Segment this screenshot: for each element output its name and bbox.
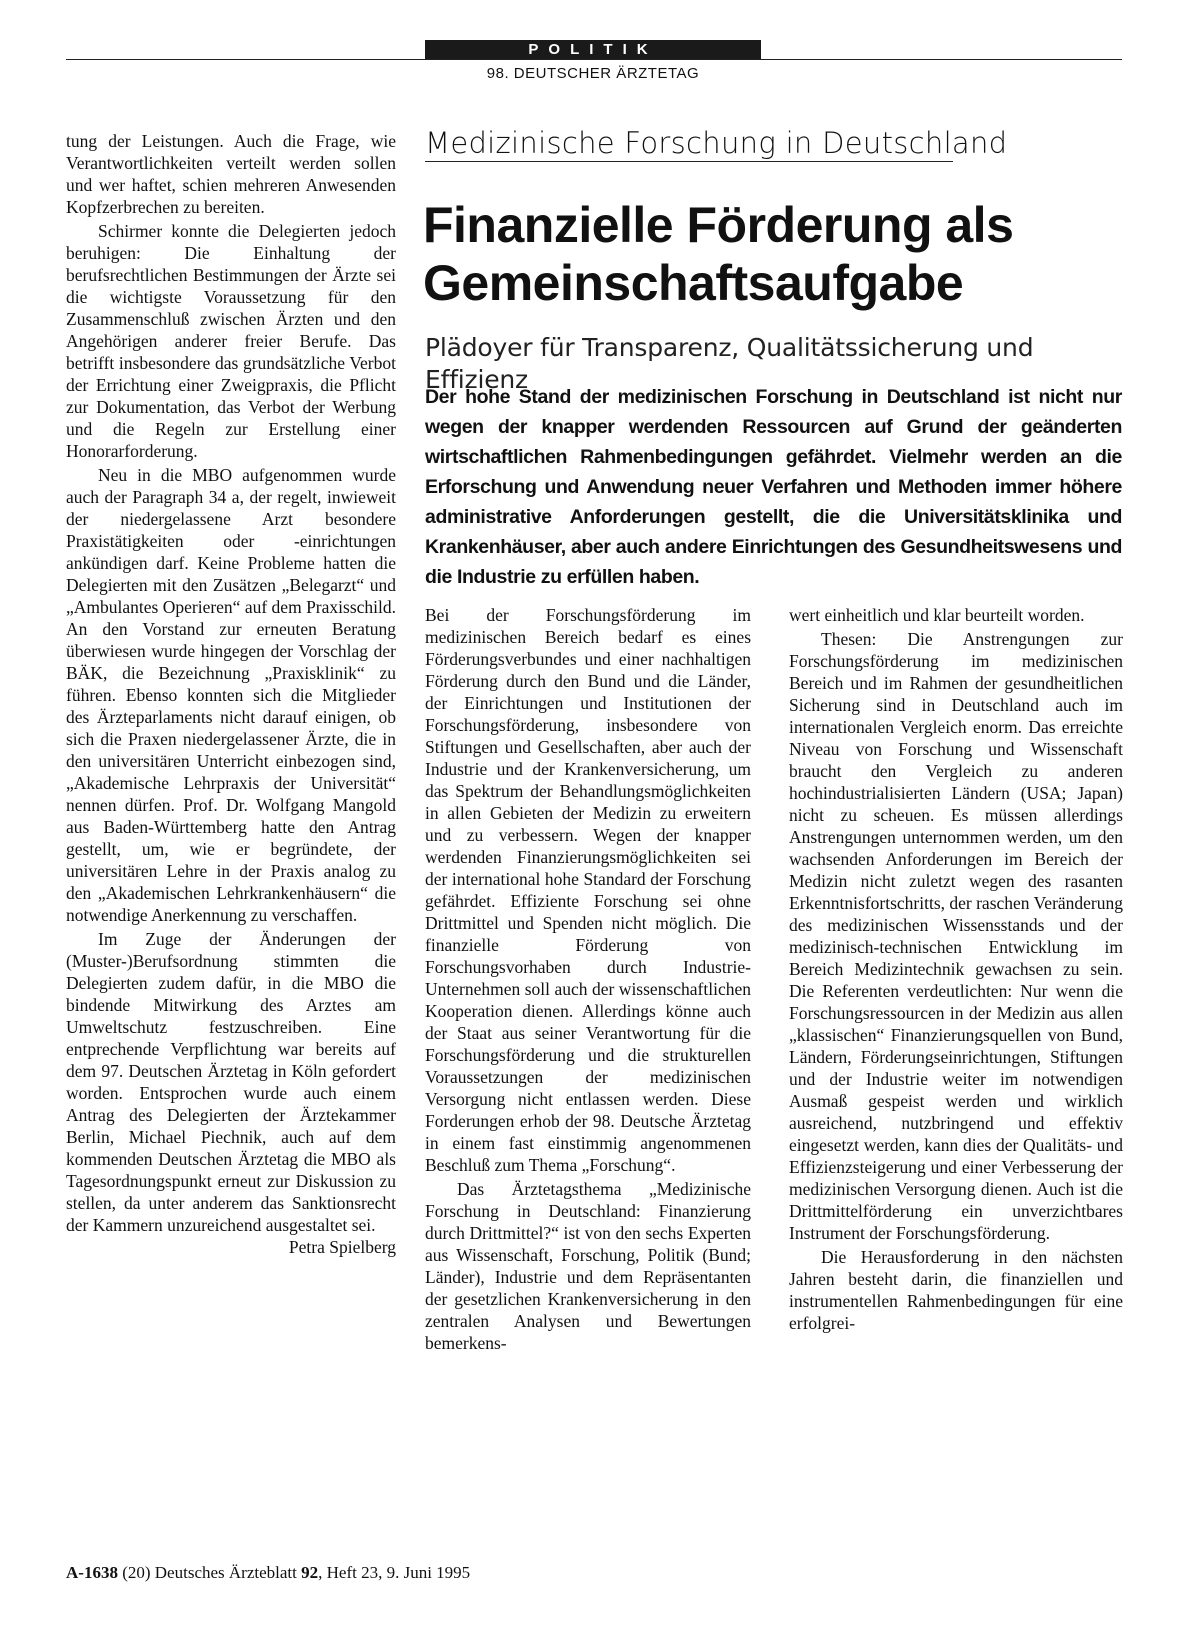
column-1 <box>66 130 396 1258</box>
journal-volume: 92 <box>301 1563 319 1582</box>
paragraph: Neu in die MBO aufgenommen wurde auch der Paragraph 34 a, der regelt, inwieweit der niedergelassene Arzt besondere Praxistätigkeiten oder -einrichtungen ankündigen darf. Keine Probleme hatten die Delegierten mit den Zusätzen „Belegarzt“ und „Ambulantes Operieren“ auf dem Praxisschild. An den Vorstand zur erneuten Beratung überwiesen wurde hingegen der Vorschlag der BÄK, die Bezeichnung „Praxisklinik“ zu führen. Ebenso konnten sich die Mitglieder des Ärzteparlaments nicht darauf einigen, ob sich die Praxen niedergelassener Ärzte, die in den universitären Unterricht einbezogen sind, „Akademische Lehrpraxis der Universität“ nennen dürfen. Prof. Dr. Wolfgang Mangold aus Baden-Württemberg hatte den Antrag gestellt, um, wie er begründete, der universitären Lehre in der Praxis analog zu den „Akademischen Lehrkrankenhäusern“ die notwendige Anerkennung zu verschaffen. <box>66 465 396 925</box>
paragraph: Thesen: Die Anstrengungen zur Forschungsförderung im medizinischen Bereich und im Rahmen der gesundheitlichen Sicherung sind in Deutschland auch im internationalen Vergleich enorm. Das erreichte Niveau von Forschung und Wissenschaft braucht den Vergleich zu anderen hochindustrialisierten Ländern (USA; Japan) nicht zu scheuen. Es müssen allerdings Anstrengungen unternommen werden, um den wachsenden Anforderungen im Bereich der Medizin nicht zuletzt wegen des rasanten Erkenntnisfortschritts, der raschen Veränderung des medizinischen Wissensstands und der medizinisch-technischen Entwicklung im Bereich Medizintechnik gewachsen zu sein. Die Referenten verdeutlichten: Nur wenn die Forschungsressourcen in der Medizin aus allen „klassischen“ Finanzierungsquellen von Bund, Ländern, Förderungseinrichtungen, Stiftungen und der Industrie weiter im notwendigen Ausmaß gespeist werden und wirklich ausreichend, nutzbringend und effektiv eingesetzt werden, kann dies der Qualitäts- und Effizienzsteigerung und einer Verbesserung der medizinischen Versorgung dienen. Auch ist die Drittmittelförderung ein unverzichtbares Instrument der Forschungsförderung. <box>789 629 1124 1243</box>
subsection-label: 98. DEUTSCHER ÄRZTETAG <box>486 65 700 82</box>
article-headline <box>423 196 1123 312</box>
page-footer <box>66 1563 766 1583</box>
article-subtitle: Plädoyer für Transparenz, Qualitätssicherung und Effizienz <box>425 333 1034 394</box>
header-rule <box>66 59 1122 60</box>
column-3 <box>789 604 1123 1334</box>
journal-name: Deutsches Ärzteblatt <box>154 1563 297 1582</box>
kicker-underline <box>425 161 953 162</box>
paragraph: Bei der Forschungsförderung im medizinischen Bereich bedarf es eines Förderungsverbundes und einer nachhaltigen Förderung durch den Bund und die Länder, der Einrichtungen und Institutionen der Forschungsförderung, insbesondere von Stiftungen und Gesellschaften, aber auch der Industrie und der Krankenversicherung, um das Spektrum der Behandlungsmöglichkeiten in allen Gebieten der Medizin zu erweitern und zu verbessern. Wegen der knapper werdenden Finanzierungsmöglichkeiten sei der international hohe Standard der Forschung gefährdet. Effiziente Forschung sei ohne Drittmittel und Spenden nicht möglich. Die finanzielle Förderung von Forschungsvorhaben durch Industrie-Unternehmen soll auch der wissenschaftlichen Kooperation dienen. Allerdings könne auch der Staat aus seiner Verantwortung für die Forschungsförderung und die strukturellen Voraussetzungen der medizinischen Versorgung nicht entlassen werden. Diese Forderungen erhob der 98. Deutsche Ärztetag in einem fast einstimmig angenommenen Beschluß zum Thema „Forschung“. <box>425 605 751 1175</box>
headline-line-2: Gemeinschaftsaufgabe <box>423 255 964 311</box>
paragraph: Schirmer konnte die Delegierten jedoch beruhigen: Die Einhaltung der berufsrechtlichen Bestimmungen der Ärzte sei die wichtigste Voraussetzung für den Zusammenschluß zwischen Ärzten und den Angehörigen anderer freier Berufe. Das betrifft insbesondere das grundsätzliche Verbot der Errichtung einer Zweigpraxis, die Pflicht zur Dokumentation, das Verbot der Werbung und die Regeln zur Erstellung einer Honorarforderung. <box>66 221 396 461</box>
section-label: POLITIK <box>528 41 658 58</box>
headline-line-1: Finanzielle Förderung als <box>423 197 1014 253</box>
issue-info: , Heft 23, 9. Juni 1995 <box>318 1563 471 1582</box>
local-page-number: (20) <box>122 1563 151 1582</box>
page-number: A-1638 <box>66 1563 118 1582</box>
column-2 <box>425 604 751 1354</box>
paragraph-text: Im Zuge der Änderungen der (Muster-)Berufsordnung stimmten die Delegierten zudem dafür, in die MBO die bindende Mitwirkung des Arztes am Umweltschutz festzuschreiben. Eine entprechende Verpflichtung war bereits auf dem 97. Deutschen Ärztetag in Köln gefordert worden. Entsprochen wurde auch einem Antrag des Delegierten der Ärztekammer Berlin, Michael Piechnik, auch auf dem kommenden Deutschen Ärztetag die MBO als Tagesordnungspunkt erneut zur Diskussion zu stellen, da unter anderem das Sanktionsrecht der Kammern unzureichend ausgestaltet sei. <box>66 929 396 1235</box>
article-lead: Der hohe Stand der medizinischen Forschung in Deutschland ist nicht nur wegen der knapper werdenden Ressourcen auf Grund der geänderten wirtschaftlichen Rahmenbedingungen gefährdet. Vielmehr werden an die Erforschung und Anwendung neuer Verfahren und Methoden immer höhere administrative Anforderungen gestellt, die die Universitätsklinika und Krankenhäuser, aber auch andere Einrichtungen des Gesundheitswesens und die Industrie zu erfüllen haben. <box>425 386 1122 588</box>
section-banner <box>425 40 761 60</box>
paragraph <box>66 928 396 1257</box>
article-kicker: Medizinische Forschung in Deutschland <box>425 126 1008 160</box>
paragraph: wert einheitlich und klar beurteilt worden. <box>789 605 1085 625</box>
paragraph: tung der Leistungen. Auch die Frage, wie Verantwortlichkeiten verteilt werden sollen und wer haftet, schien mehreren Anwesenden Kopfzerbrechen zu bereiten. <box>66 131 396 217</box>
paragraph: Das Ärztetagsthema „Medizinische Forschung in Deutschland: Finanzierung durch Drittmittel?“ ist von den sechs Experten aus Wissenschaft, Forschung, Politik (Bund; Länder), Industrie und dem Repräsentanten der gesetzlichen Krankenversicherung in den zentralen Analysen und Bewertungen bemerkens- <box>425 1179 751 1353</box>
paragraph: Die Herausforderung in den nächsten Jahren besteht darin, die finanziellen und instrumentellen Rahmenbedingungen für eine erfolgrei- <box>789 1247 1123 1333</box>
author-signature: Petra Spielberg <box>288 1237 396 1257</box>
